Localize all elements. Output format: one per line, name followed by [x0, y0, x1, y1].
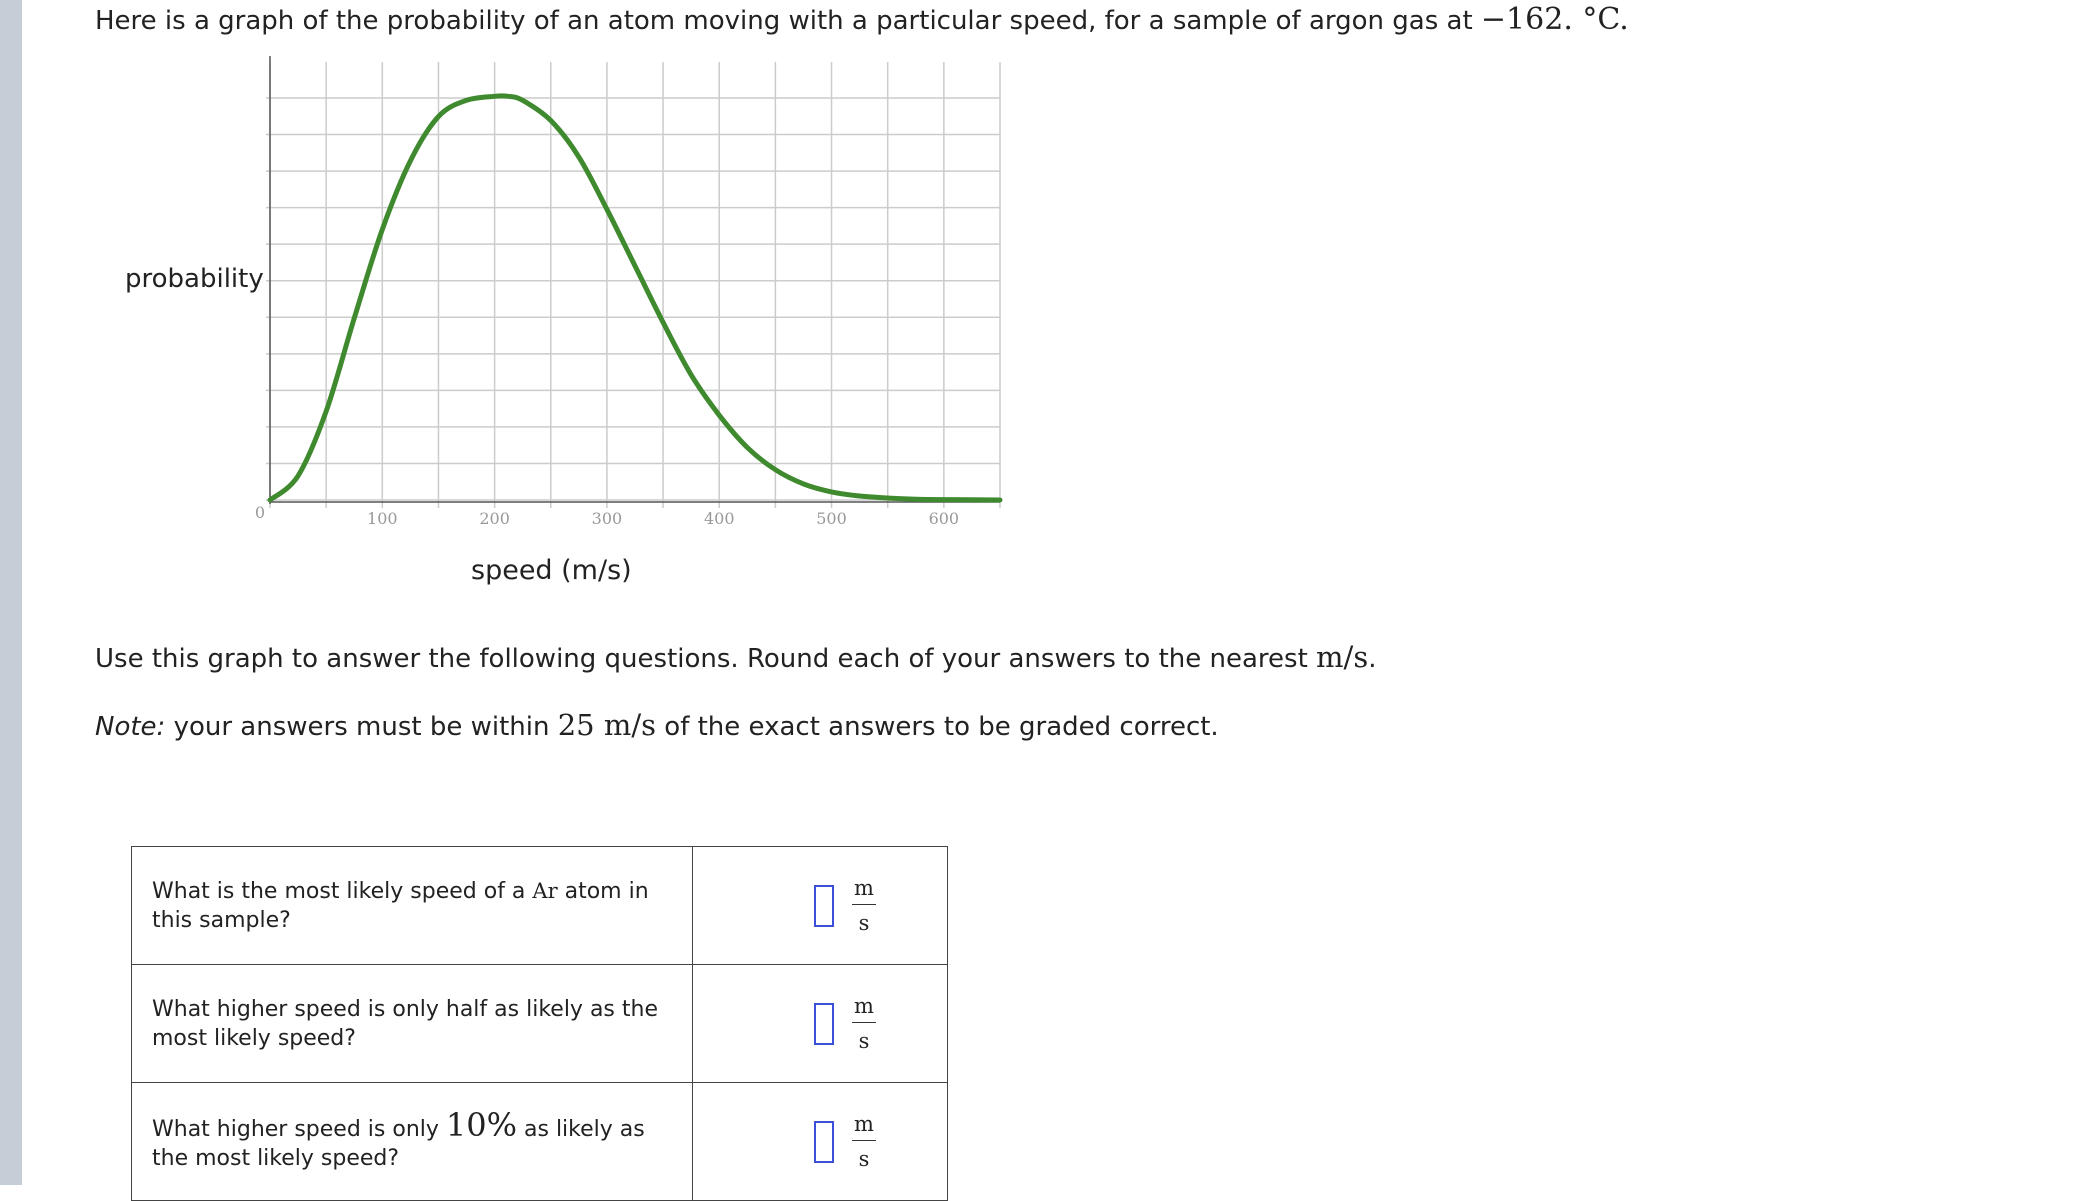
questions-table [131, 846, 948, 1201]
x-axis-label: speed (m/s) [471, 555, 632, 586]
answer-cell [693, 965, 948, 1083]
x-tick-label: 0 [254, 503, 266, 522]
answer-cell [693, 847, 948, 965]
answer-input[interactable] [814, 1003, 834, 1045]
x-tick-label: 500 [816, 509, 847, 528]
x-tick-label: 200 [479, 509, 510, 528]
temperature-value: −162. °C. [1480, 2, 1629, 37]
answer-input[interactable] [814, 885, 834, 927]
question-text: What higher speed is only 10% as likely as the most likely speed? [132, 1083, 693, 1201]
note-label: Note: [95, 712, 166, 742]
species-symbol: Ar [532, 878, 558, 903]
x-tick-label: 400 [703, 509, 735, 528]
tolerance-value: 25 m/s [557, 708, 657, 742]
unit-ms: m/s [1316, 640, 1369, 674]
note-text: Note: your answers must be within 25 m/s of the exact answers to be graded correct. [95, 708, 1219, 742]
question-row [132, 1083, 948, 1201]
question-row [132, 847, 948, 965]
question-text: What higher speed is only half as likely as the most likely speed? [132, 965, 693, 1083]
unit-fraction: $\frac{m}{s}$ [852, 1112, 876, 1171]
x-tick-label: 300 [591, 509, 623, 528]
unit-fraction: $\frac{m}{s}$ [852, 876, 876, 935]
x-tick-label: 600 [928, 509, 960, 528]
speed-distribution-chart [0, 0, 1100, 600]
y-axis-label: probability [125, 264, 264, 294]
intro-text: Here is a graph of the probability of an atom moving with a particular speed, for a sample of argon gas at −162. °C. [95, 2, 1629, 37]
percent-value: 10% [445, 1105, 518, 1144]
instructions-text: Use this graph to answer the following questions. Round each of your answers to the nearest m/s. [95, 640, 1377, 674]
answer-cell [693, 1083, 948, 1201]
answer-input[interactable] [814, 1121, 834, 1163]
question-row [132, 965, 948, 1083]
unit-fraction: $\frac{m}{s}$ [852, 994, 876, 1053]
probability-curve [270, 96, 1000, 500]
question-text: What is the most likely speed of a Ar atom in this sample? [132, 847, 693, 965]
x-tick-label: 100 [367, 509, 398, 528]
